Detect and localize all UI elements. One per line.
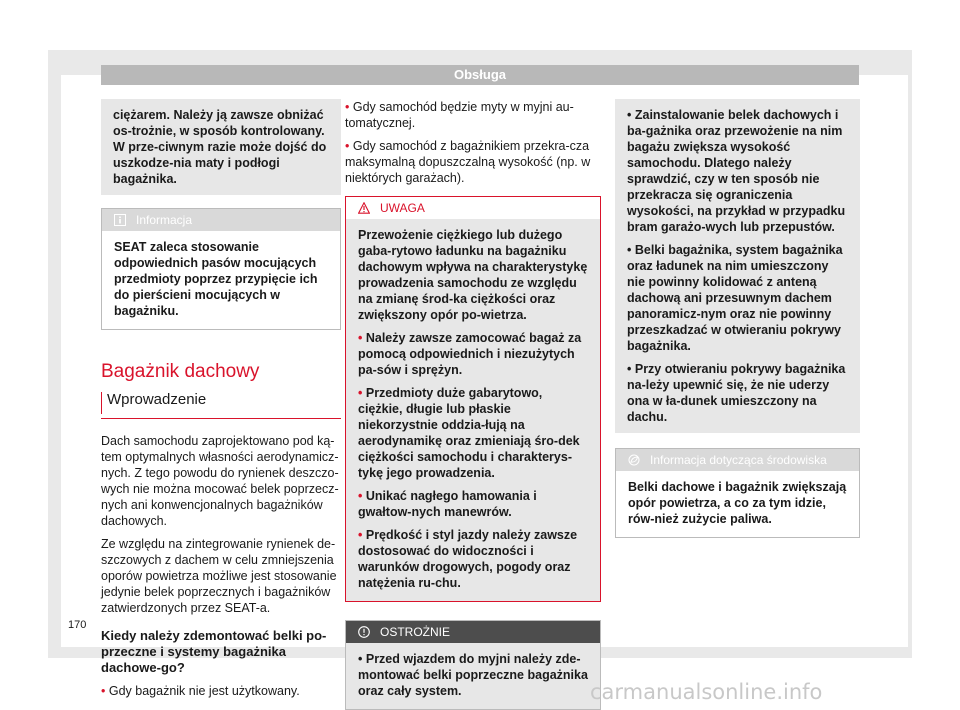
- bullet-text: Gdy bagażnik nie jest użytkowany.: [108, 684, 300, 698]
- page-header: Obsługa: [101, 65, 859, 85]
- info-text: SEAT zaleca stosowanie odpowiednich pasów mocujących przedmioty poprzez przypięcie ich do pierścieni mocujących w bagażniku.: [114, 240, 318, 318]
- warning-heading: UWAGA: [380, 201, 425, 215]
- warning-item-text: Prędkość i styl jazdy należy zawsze dostosować do widoczności i warunków drogowych, pogody oraz natężenia ru-chu.: [358, 528, 578, 590]
- bullet-icon: •: [358, 386, 366, 400]
- bullet-icon: •: [358, 652, 366, 666]
- info-icon: [114, 214, 126, 226]
- bullet-text: Gdy samochód będzie myty w myjni au-tomatycznej.: [345, 100, 574, 130]
- info-box: [101, 208, 341, 330]
- environment-text: Belki dachowe i bagażnik zwiększają opór powietrza, a co za tym idzie, rów-nież zużycie paliwa.: [628, 480, 847, 526]
- paragraph: Dach samochodu zaprojektowano pod ką-tem optymalnych własności aerodynamicz-nych. Z tego powodu do rynienek deszczo-wych nie można mocować belek poprzecz-nych ani konwencjonalnych bagażników dachowych.: [101, 434, 339, 528]
- environment-box: [615, 448, 860, 538]
- caution-icon: [358, 626, 370, 638]
- warning-item: [358, 385, 588, 481]
- subsection-accent-bar: [101, 392, 102, 414]
- warning-item: [627, 242, 848, 354]
- caution-body: [346, 643, 600, 709]
- warning-item-text: Przy otwieraniu pokrywy bagażnika na-leży upewnić się, że nie uderzy ona w ła-dunek umieszczony na dachu.: [627, 362, 846, 424]
- caution-box: [345, 620, 601, 710]
- subsection-title-block: [101, 392, 341, 419]
- warning-body: [346, 219, 600, 601]
- warning-item-text: Belki bagażnika, system bagażnika oraz ładunek na nim umieszczony nie powinny kolidować z anteną dachową ani przesuwnym dachem panoramicz-nym oraz nie powinny przeszkadzać w otwieraniu pokrywy bagażnika.: [627, 243, 843, 353]
- bullet-icon: •: [627, 243, 635, 257]
- caution-item-text: Przed wjazdem do myjni należy zde-montować belki poprzeczne bagażnika oraz cały system.: [358, 652, 588, 698]
- bullet-item: [345, 138, 601, 186]
- bullet-icon: •: [627, 362, 635, 376]
- bullet-icon: •: [358, 489, 366, 503]
- right-column: [615, 99, 860, 538]
- caution-box-header: [346, 621, 600, 643]
- warning-item-text: Unikać nagłego hamowania i gwałtow-nych manewrów.: [358, 489, 537, 519]
- continued-warning-box: ciężarem. Należy ją zawsze obniżać os-trożnie, w sposób kontrolowany. W prze-ciwnym razie może dojść do uszkodze-nia maty i podłogi bagażnika.: [101, 99, 341, 195]
- bullet-item: [345, 99, 601, 131]
- warning-intro: Przewożenie ciężkiego lub dużego gaba-rytowo ładunku na bagażniku dachowym wpływa na charakterystykę prowadzenia samochodu ze względu na zmianę środ-ka ciężkości oraz zwiększony opór po-wietrza.: [358, 228, 588, 322]
- warning-item: [358, 527, 588, 591]
- bullet-icon: •: [627, 108, 635, 122]
- watermark: carmanualsonline.info: [590, 680, 823, 704]
- caution-heading: OSTROŻNIE: [380, 625, 451, 639]
- environment-box-header: [616, 449, 859, 471]
- question-heading: Kiedy należy zdemontować belki po-przeczne i systemy bagażnika dachowe-go?: [101, 628, 327, 675]
- warning-item: [627, 361, 848, 425]
- warning-triangle-icon: [358, 202, 370, 214]
- warning-item: [627, 107, 848, 235]
- left-column: [101, 99, 341, 706]
- warning-box: [345, 196, 601, 602]
- info-box-header: [102, 209, 340, 231]
- section-heading-block: [101, 361, 341, 419]
- warning-item-text: Zainstalowanie belek dachowych i ba-gażnika oraz przewożenie na nim bagażu zwiększa wysokość samochodu. Dlatego należy sprawdzić, czy w ten sposób nie przekracza się ograniczenia wysokości, na przykład w przypadku bram garażo-wych lub przepustów.: [627, 108, 846, 234]
- continued-warning-box: [615, 99, 860, 433]
- warning-item-text: Przedmioty duże gabarytowo, ciężkie, długie lub płaskie niekorzystnie oddzia-łują na aerodynamikę oraz zmieniają śro-dek ciężkości samochodu i charakterys-tykę jego prowadzenia.: [358, 386, 580, 480]
- paragraph: Ze względu na zintegrowanie rynienek de-szczowych z dachem w celu zmniejszenia oporów powietrza możliwe jest stosowanie jedynie belek poprzecznych i bagażników zatwierdzonych przez SEAT-a.: [101, 537, 337, 615]
- bullet-item: [101, 683, 341, 699]
- intro-text: [101, 433, 341, 699]
- bullet-text: Gdy samochód z bagażnikiem przekra-cza maksymalną dopuszczalną wysokość (np. w niektórych garażach).: [345, 139, 591, 185]
- page-number: 170: [68, 619, 87, 631]
- section-title: Bagażnik dachowy: [101, 361, 260, 382]
- bullet-icon: •: [358, 528, 366, 542]
- bullet-icon: •: [101, 684, 109, 698]
- bullet-icon: •: [358, 331, 366, 345]
- environment-heading: Informacja dotycząca środowiska: [650, 453, 827, 467]
- warning-box-header: [346, 197, 600, 219]
- warning-item-text: Należy zawsze zamocować bagaż za pomocą odpowiednich i niezużytych pa-sów i sprężyn.: [358, 331, 582, 377]
- warning-item: [358, 330, 588, 378]
- info-heading: Informacja: [136, 213, 193, 227]
- bullet-icon: •: [345, 100, 353, 114]
- subsection-title: Wprowadzenie: [107, 391, 207, 408]
- warning-item: [358, 488, 588, 520]
- middle-column: [345, 99, 601, 710]
- bullet-icon: •: [345, 139, 353, 153]
- leaf-icon: [628, 454, 640, 466]
